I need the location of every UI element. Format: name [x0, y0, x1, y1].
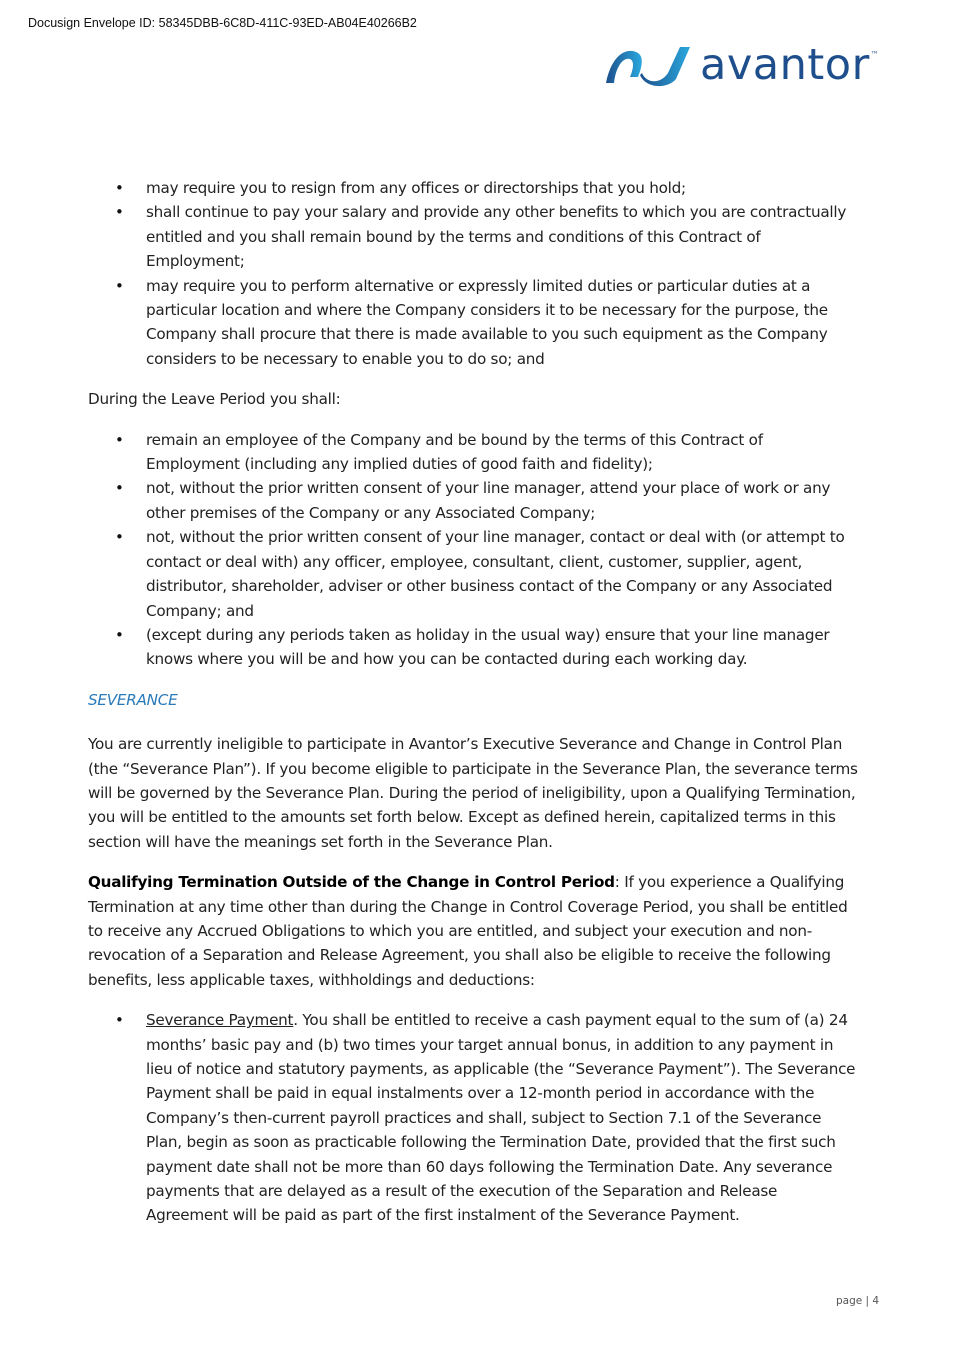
list-item: • not, without the prior written consent of your line manager, contact or deal with (or attempt to contact or deal with) any officer, employee, consultant, client, customer, supplier, agent, distributor, shareholder, adviser or other business contact of the Company or any Associated Company; and	[88, 525, 858, 623]
document-body	[88, 176, 858, 1228]
list-item: • may require you to perform alternative or expressly limited duties or particular duties at a particular location and where the Company considers it to be necessary for the purpose, the Company shall procure that there is made available to you such equipment as the Company considers to be necessary to enable you to do so; and	[88, 274, 858, 372]
list-item: • not, without the prior written consent of your line manager, attend your place of work or any other premises of the Company or any Associated Company;	[88, 476, 858, 525]
list-item	[88, 1008, 858, 1228]
list-item: • shall continue to pay your salary and provide any other benefits to which you are contractually entitled and you shall remain bound by the terms and conditions of this Contract of Employment;	[88, 200, 858, 273]
severance-payment-title: Severance Payment	[146, 1011, 294, 1030]
leave-period-intro: During the Leave Period you shall:	[88, 390, 341, 409]
page-number: page | 4	[836, 1295, 880, 1307]
qualifying-termination-text: : If you experience a Qualifying Termination at any time other than during the Change in Control Coverage Period, you shall be entitled to receive any Accrued Obligations to which you are entitled, and subject your execution and non-revocation of a Separation and Release Agreement, you shall also be eligible to receive the following benefits, less applicable taxes, withholdings and deductions:	[88, 873, 848, 989]
envelope-id: Docusign Envelope ID: 58345DBB-6C8D-411C-93ED-AB04E40266B2	[28, 16, 417, 30]
severance-payment-text: . You shall be entitled to receive a cash payment equal to the sum of (a) 24 months’ basic pay and (b) two times your target annual bonus, in addition to any payment in lieu of notice and statutory payments, as applicable (the “Severance Payment”). The Severance Payment shall be paid in equal instalments over a 12-month period in accordance with the Company’s then-current payroll practices and shall, subject to Section 7.1 of the Severance Plan, begin as soon as practicable following the Termination Date, provided that the first such payment date shall not be more than 60 days following the Termination Date. Any severance payments that are delayed as a result of the execution of the Separation and Release Agreement will be paid as part of the first instalment of the Severance Payment.	[146, 1011, 856, 1225]
list-item: • remain an employee of the Company and be bound by the terms of this Contract of Employment (including any implied duties of good faith and fidelity);	[88, 428, 858, 477]
list-item: • (except during any periods taken as holiday in the usual way) ensure that your line manager knows where you will be and how you can be contacted during each working day.	[88, 623, 858, 672]
severance-heading: SEVERANCE	[88, 690, 178, 709]
severance-paragraph: You are currently ineligible to participate in Avantor’s Executive Severance and Change in Control Plan (the “Severance Plan”). If you become eligible to participate in the Severance Plan, the severance terms will be governed by the Severance Plan. During the period of ineligibility, upon a Qualifying Termination, you will be entitled to the amounts set forth below. Except as defined herein, capitalized terms in this section will have the meanings set forth in the Severance Plan.	[88, 735, 858, 851]
qualifying-termination-title: Qualifying Termination Outside of the Change in Control Period	[88, 873, 615, 892]
avantor-logo-mark	[602, 43, 694, 87]
avantor-wordmark: avantor	[700, 39, 870, 90]
benefits-list	[88, 1008, 858, 1228]
list-item: • may require you to resign from any offices or directorships that you hold;	[88, 176, 858, 200]
qualifying-termination-paragraph	[88, 870, 858, 992]
leave-period-list	[88, 428, 858, 672]
avantor-logo	[602, 40, 879, 90]
employer-obligations-list	[88, 176, 858, 371]
trademark-symbol: ™	[870, 50, 879, 59]
